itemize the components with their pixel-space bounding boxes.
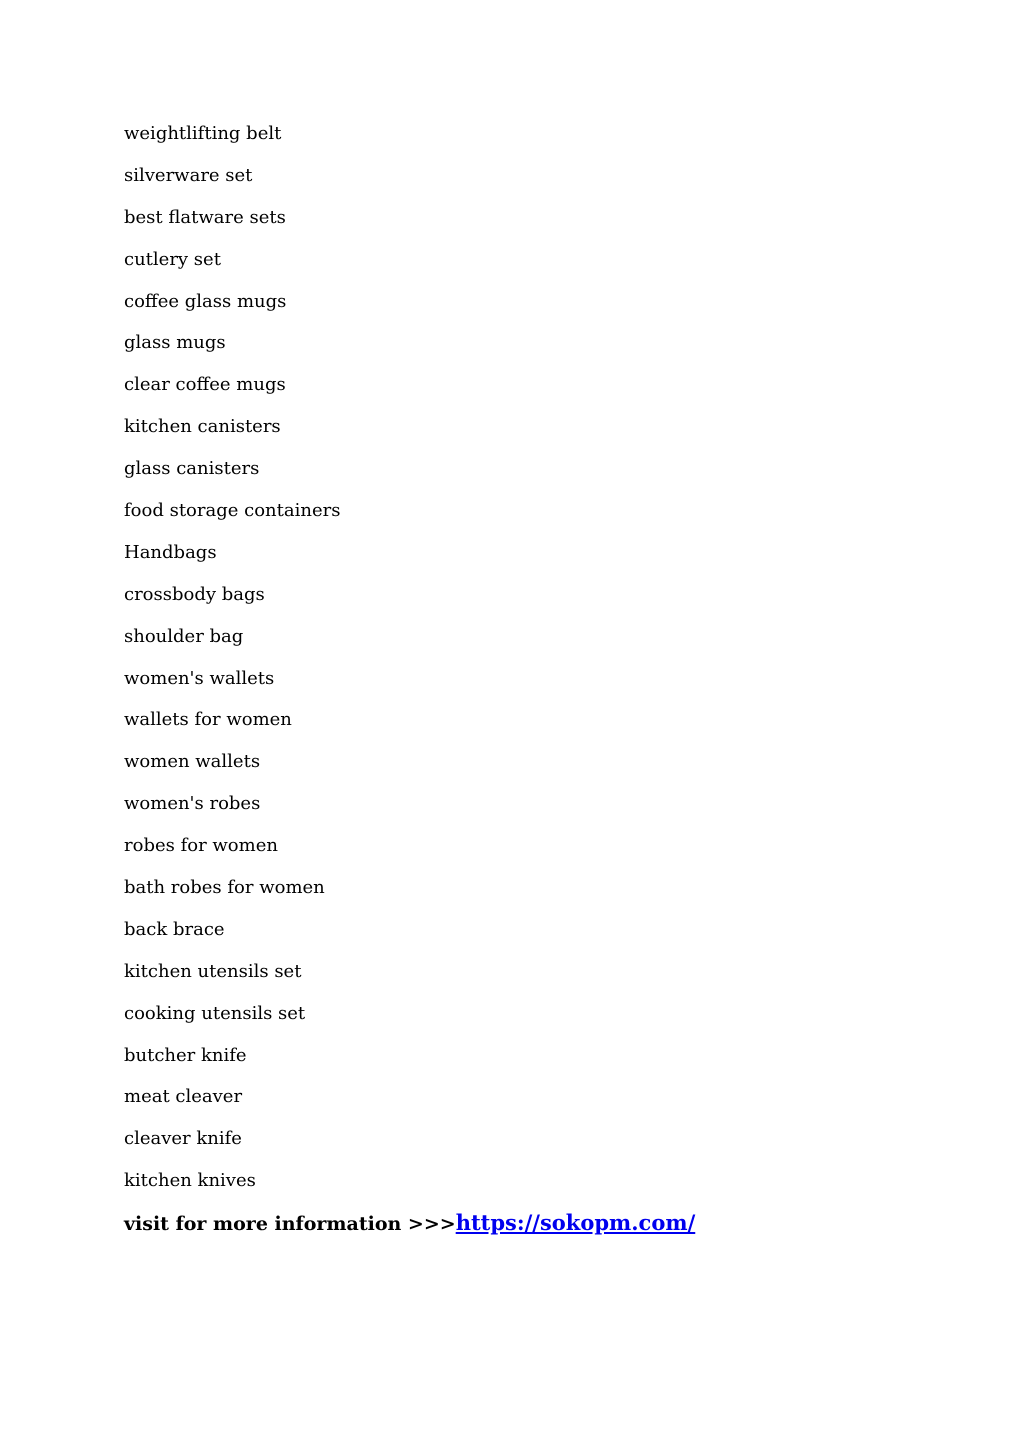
keyword-item: kitchen knives [124,1170,256,1192]
keyword-item: kitchen utensils set [124,960,302,982]
keyword-item: weightlifting belt [124,123,282,144]
keyword-item: glass canisters [124,458,260,480]
keyword-item: clear coffee mugs [124,374,286,396]
keyword-item: robes for women [124,835,278,857]
keyword-item: Handbags [124,541,217,563]
keyword-item: bath robes for women [124,877,325,899]
keyword-item: butcher knife [124,1044,247,1066]
keyword-item: women's robes [124,793,261,815]
website-link[interactable]: https://sokopm.com/ [455,1210,696,1235]
keyword-item: kitchen canisters [124,416,281,438]
keyword-item: food storage containers [124,500,341,522]
keyword-item: coffee glass mugs [124,290,287,312]
keyword-item: cutlery set [124,248,221,270]
keyword-item: crossbody bags [124,583,265,605]
keyword-item: cooking utensils set [124,1002,306,1024]
keyword-item: wallets for women [124,709,292,731]
keyword-item: meat cleaver [124,1086,243,1108]
keyword-item: silverware set [124,164,253,186]
more-info-prefix: visit for more information >>> [124,1213,456,1235]
more-info-line [124,1209,695,1238]
keyword-item: shoulder bag [124,625,244,647]
keyword-list [124,120,340,1209]
keyword-item: cleaver knife [124,1128,242,1150]
keyword-item: back brace [124,918,225,940]
keyword-item: women's wallets [124,667,275,689]
keyword-item: women wallets [124,751,261,773]
keyword-item: glass mugs [124,332,226,354]
keyword-item: best flatware sets [124,206,286,228]
